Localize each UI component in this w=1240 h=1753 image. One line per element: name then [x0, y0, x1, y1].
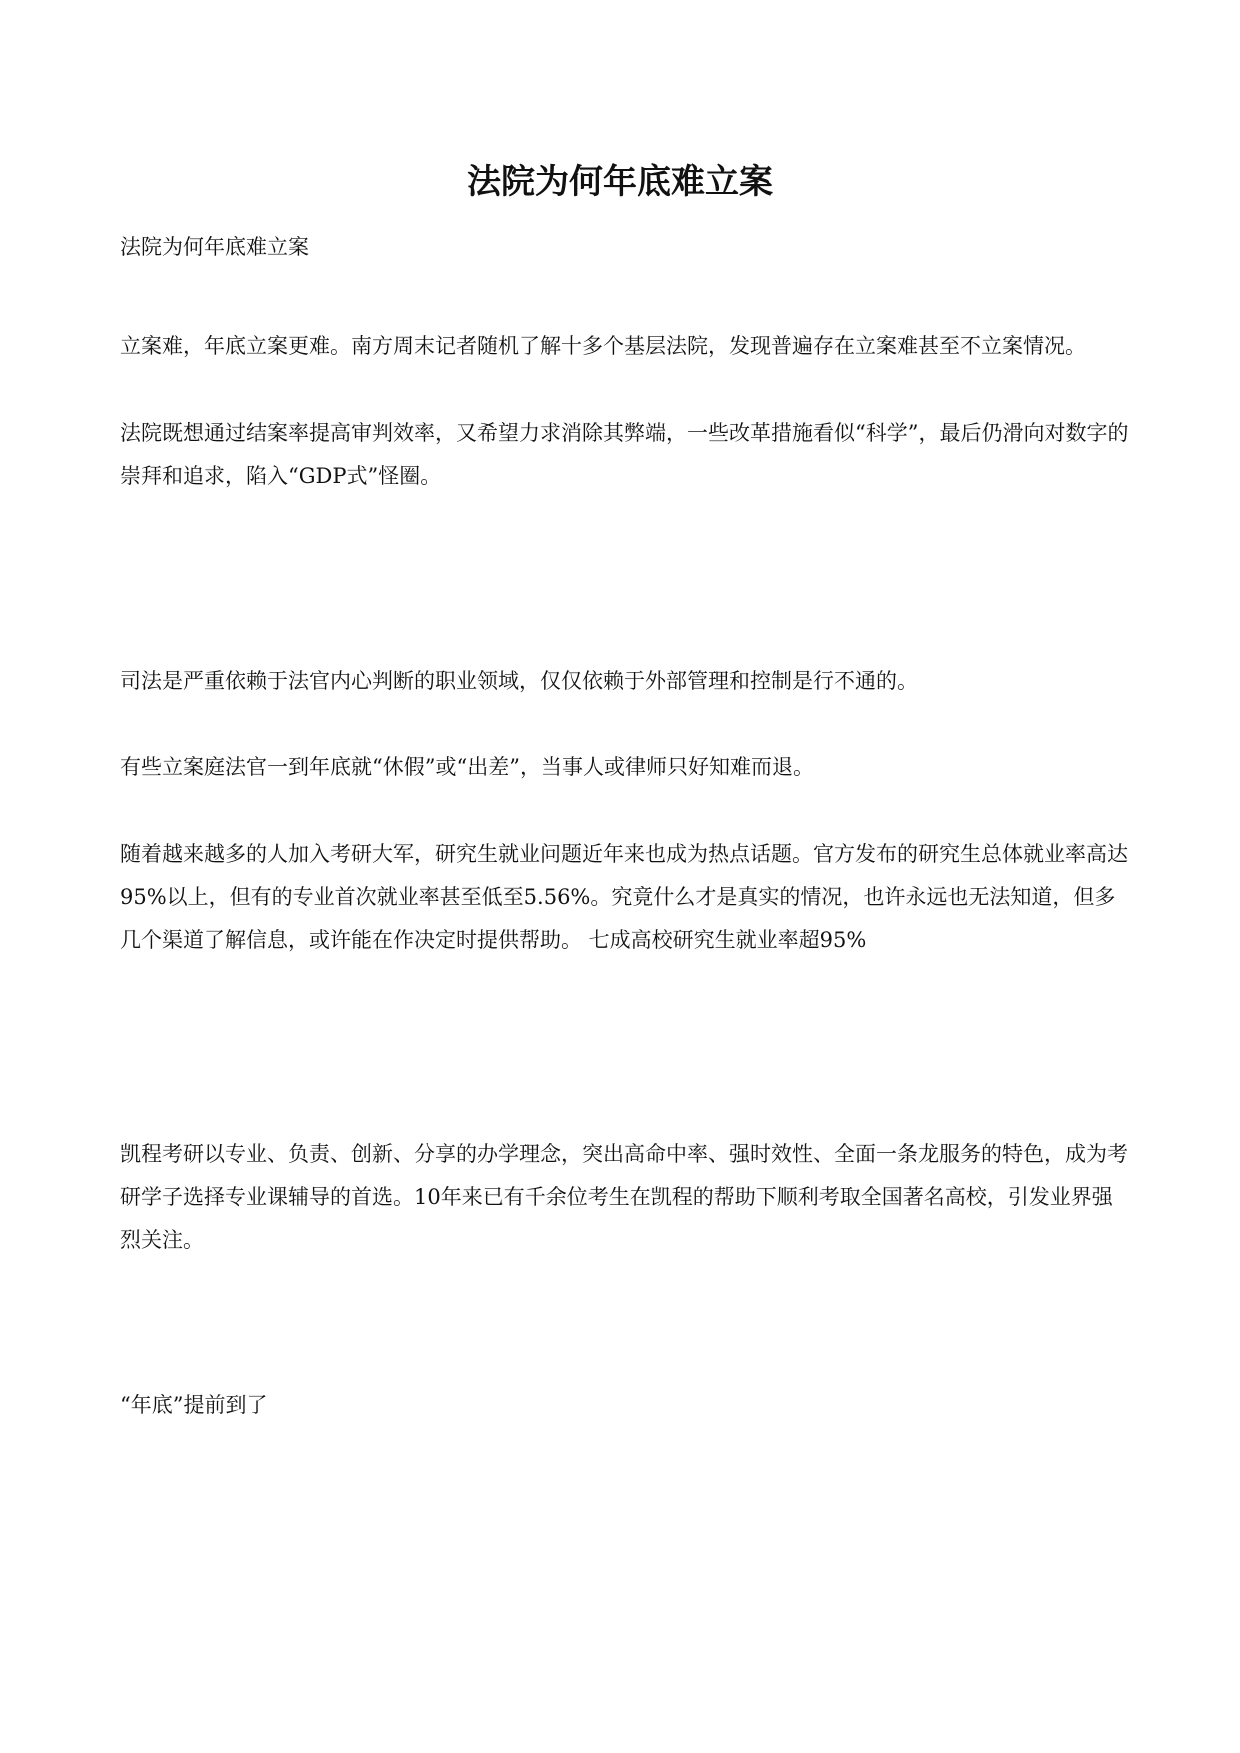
- document-title: 法院为何年底难立案: [467, 162, 773, 202]
- paragraph-kaicheng: 凯程考研以专业、负责、创新、分享的办学理念，突出高命中率、强时效性、全面一条龙服务的特色，成为考研学子选择专业课辅导的首选。10年来已有千余位考生在凯程的帮助下顺利考取全国著名高校，引发业界强烈关注。: [120, 1142, 1128, 1252]
- paragraph-year-end-heading: “年底”提前到了: [120, 1393, 268, 1417]
- paragraph-court-efficiency: 法院既想通过结案率提高审判效率，又希望力求消除其弊端，一些改革措施看似“科学”，最后仍滑向对数字的崇拜和追求，陷入“GDP式”怪圈。: [120, 421, 1129, 488]
- paragraph-judicial-judgment: 司法是严重依赖于法官内心判断的职业领域，仅仅依赖于外部管理和控制是行不通的。: [120, 669, 918, 693]
- paragraph-intro: 立案难，年底立案更难。南方周末记者随机了解十多个基层法院，发现普遍存在立案难甚至不立案情况。: [120, 334, 1086, 358]
- subtitle-paragraph: 法院为何年底难立案: [120, 235, 309, 259]
- paragraph-case-filing-judges: 有些立案庭法官一到年底就“休假”或“出差”，当事人或律师只好知难而退。: [120, 755, 814, 779]
- paragraph-graduate-employment: 随着越来越多的人加入考研大军，研究生就业问题近年来也成为热点话题。官方发布的研究生总体就业率高达95%以上，但有的专业首次就业率甚至低至5.56%。究竟什么才是真实的情况，也许永远也无法知道，但多几个渠道了解信息，或许能在作决定时提供帮助。 七成高校研究生就业率超95%: [120, 842, 1128, 952]
